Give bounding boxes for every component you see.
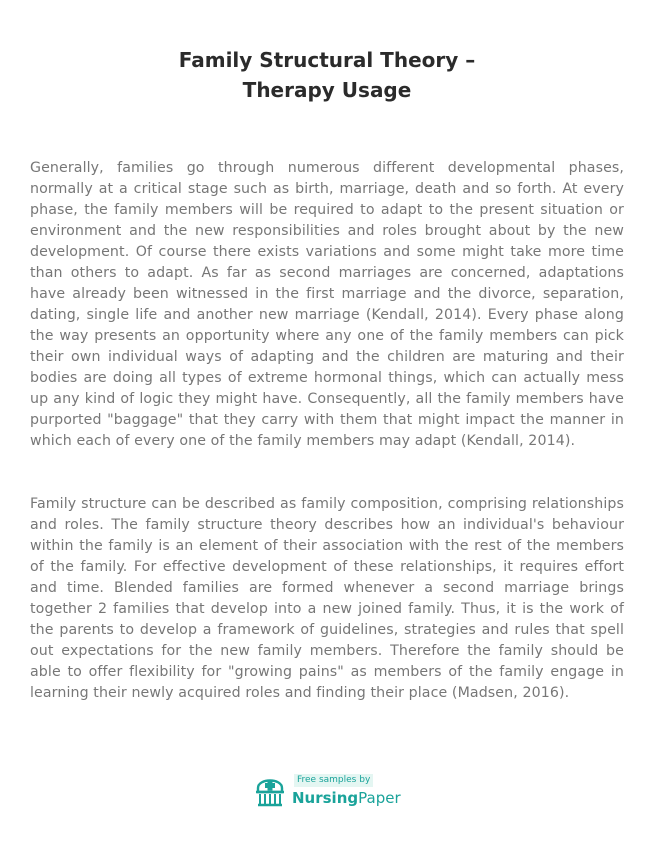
paragraph-2: Family structure can be described as family composition, comprising relationships and roles. The family structure theory describes how an individual's behaviour within the family is an element of their association with the rest of the members of the family. For effective development of these relationships, it requires effort and time. Blended families are formed whenever a second marriage brings together 2 families that develop into a new joined family. Thus, it is the work of the parents to develop a framework of guidelines, strategies and rules that spell out expectations for the new family members. Therefore the family should be able to offer flexibility for "growing pains" as members of the family engage in learning their newly acquired roles and finding their place (Madsen, 2016). (30, 496, 624, 701)
footer-logo[interactable] (252, 770, 412, 812)
page-title (0, 45, 654, 105)
brand-light: Paper (358, 789, 401, 807)
brand-bold: Nursing (292, 789, 359, 807)
nurse-cap-icon (252, 772, 288, 808)
title-line-2: Therapy Usage (242, 78, 412, 102)
paragraph-1: Generally, families go through numerous different developmental phases, normally at a critical stage such as birth, marriage, death and so forth. At every phase, the family members will be required to adapt to the present situation or environment and the new responsibilities and roles brought about by the new development. Of course there exists variations and some might take more time than others to adapt. As far as second marriages are concerned, adaptations have already been witnessed in the first marriage and the divorce, separation, dating, single life and another new marriage (Kendall, 2014). Every phase along the way presents an opportunity where any one of the family members can pick their own individual ways of adapting and the children are maturing and their bodies are doing all types of extreme hormonal things, which can actually mess up any kind of logic they might have. Consequently, all the family members have purported "baggage" that they carry with them that might impact the manner in which each of every one of the family members may adapt (Kendall, 2014). (30, 160, 624, 449)
footer-brand (292, 787, 401, 809)
footer-tagline: Free samples by (294, 774, 373, 787)
title-line-1: Family Structural Theory – (178, 48, 476, 72)
